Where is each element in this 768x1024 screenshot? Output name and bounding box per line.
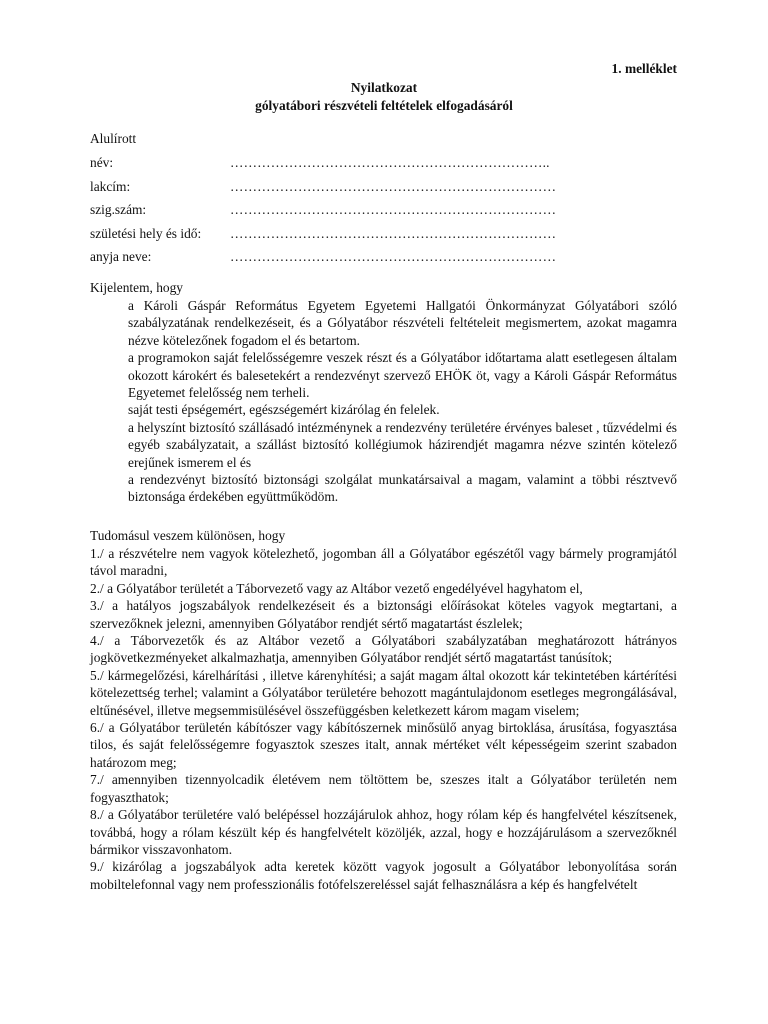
document-title: [0, 79, 768, 114]
field-dots: ……………………………………………………………..: [230, 155, 550, 170]
field-label: lakcím:: [90, 178, 131, 194]
address-field: [90, 178, 590, 202]
undersigned-label: Alulírott: [90, 131, 137, 146]
declaration-item: a Károli Gáspár Református Egyetem Egyetemi Hallgatói Önkormányzat Gólyatábori szóló szabályzatának rendelkezéseit, és a Gólyatábor részvételi feltételeit megismertem, azokat magamra nézve kötelezőnek fogadom el és betartom.: [128, 298, 677, 348]
declaration-item: saját testi épségemért, egészségemért kizárólag én felelek.: [128, 402, 440, 418]
field-dots: ………………………………………………………………: [230, 202, 557, 217]
field-label: név:: [90, 155, 114, 170]
declaration-item: a rendezvényt biztosító biztonsági szolgálat munkatársaival a magam, valamint a többi résztvevő biztonsága érdekében együttműködöm.: [128, 472, 677, 505]
acknowledgement-intro: Tudomásul veszem különösen, hogy: [90, 528, 286, 543]
name-field: [90, 154, 590, 178]
declaration-intro: Kijelentem, hogy: [90, 280, 183, 295]
declaration-item: a programokon saját felelősségemre veszek részt és a Gólyatábor időtartama alatt esetlegesen általam okozott károkért és balesetekért a rendezvényt szervező EHÖK öt, vagy a Károli Gáspár Református Egyetemet felelősség nem terheli.: [128, 350, 677, 401]
field-label: anyja neve:: [90, 249, 152, 264]
field-dots: ………………………………………………………………: [230, 178, 557, 194]
acknowledgement-item: 7./ amennyiben tizennyolcadik életévem nem töltöttem be, szeszes italt a Gólyatábor területén nem fogyaszthatok;: [90, 772, 677, 805]
acknowledgement-item: 4./ a Táborvezetők és az Altábor vezető a Gólyatábori szabályzatában meghatározott hátrányos jogkövetkezményeket alkalmazhatja, amennyiben Gólyatábor rendjét sértő magatartást tanúsítok;: [90, 633, 677, 666]
mother-name-field: [90, 248, 590, 272]
title-line-1: Nyilatkozat: [350, 80, 418, 95]
field-dots: ………………………………………………………………: [230, 249, 557, 264]
field-label: születési hely és idő:: [90, 225, 202, 241]
id-number-field: [90, 201, 590, 225]
personal-data-fields: [90, 154, 590, 272]
acknowledgement-item: 9./ kizárólag a jogszabályok adta keretek között vagyok jogosult a Gólyatábor lebonyolítása során mobiltelefonnal vagy nem professzionális fotófelszereléssel saját felhasználásra a kép és hangfelvételt: [90, 859, 677, 892]
birth-place-date-field: [90, 225, 590, 249]
title-line-2: gólyatábori részvételi feltételek elfogadásáról: [255, 97, 513, 113]
field-dots: ………………………………………………………………: [230, 225, 557, 241]
annex-label: 1. melléklet: [611, 61, 677, 76]
acknowledgement-item: 2./ a Gólyatábor területét a Táborvezető vagy az Altábor vezető engedélyével hagyhatom el,: [90, 580, 583, 596]
declaration-list: [128, 297, 677, 506]
acknowledgement-item: 6./ a Gólyatábor területén kábítószer vagy kábítószernek minősülő anyag birtoklása, árusítása, fogyasztása tilos, és saját felelősségemre fogyasztok szeszes italt, annak mértéket vélt képességeim szerint szabadon határozom meg;: [90, 720, 677, 770]
acknowledgement-item: 1./ a részvételre nem vagyok kötelezhető, jogomban áll a Gólyatábor egészétől vagy bármely programjától távol maradni,: [90, 546, 677, 579]
acknowledgement-item: 8./ a Gólyatábor területére való belépéssel hozzájárulok ahhoz, hogy rólam kép és hangfelvétel készítsenek, továbbá, hogy a rólam készült kép és hangfelvételt közöljék, azzal, hogy e hozzájárulásom a szervezőknél bármikor visszavonhatom.: [90, 807, 677, 857]
acknowledgement-item: 5./ kármegelőzési, kárelhárítási , illetve kárenyhítési; a saját magam által okozott kár tekintetében kártérítési kötelezettség terhel; valamint a Gólyatábor területére behozott magántulajdonom esetleges megrongálásával, eltűnésével, illetve megsemmisülésével összefüggésben keletkezett károm magam viselem;: [90, 667, 677, 718]
declaration-item: a helyszínt biztosító szállásadó intézménynek a rendezvény területére érvényes baleset , tűzvédelmi és egyéb szabályzatait, a szállást biztosító kollégiumok házirendjét magamra nézve szintén kötelező erejűnek ismerem el és: [128, 419, 677, 470]
acknowledgement-item: 3./ a hatályos jogszabályok rendelkezéseit és a biztonsági előírásokat köteles vagyok megtartani, a szervezőknek jelezni, amennyiben Gólyatábor rendjét sértő magatartást észlelek;: [90, 598, 677, 631]
field-label: szig.szám:: [90, 202, 147, 217]
acknowledgement-list: [90, 545, 677, 893]
